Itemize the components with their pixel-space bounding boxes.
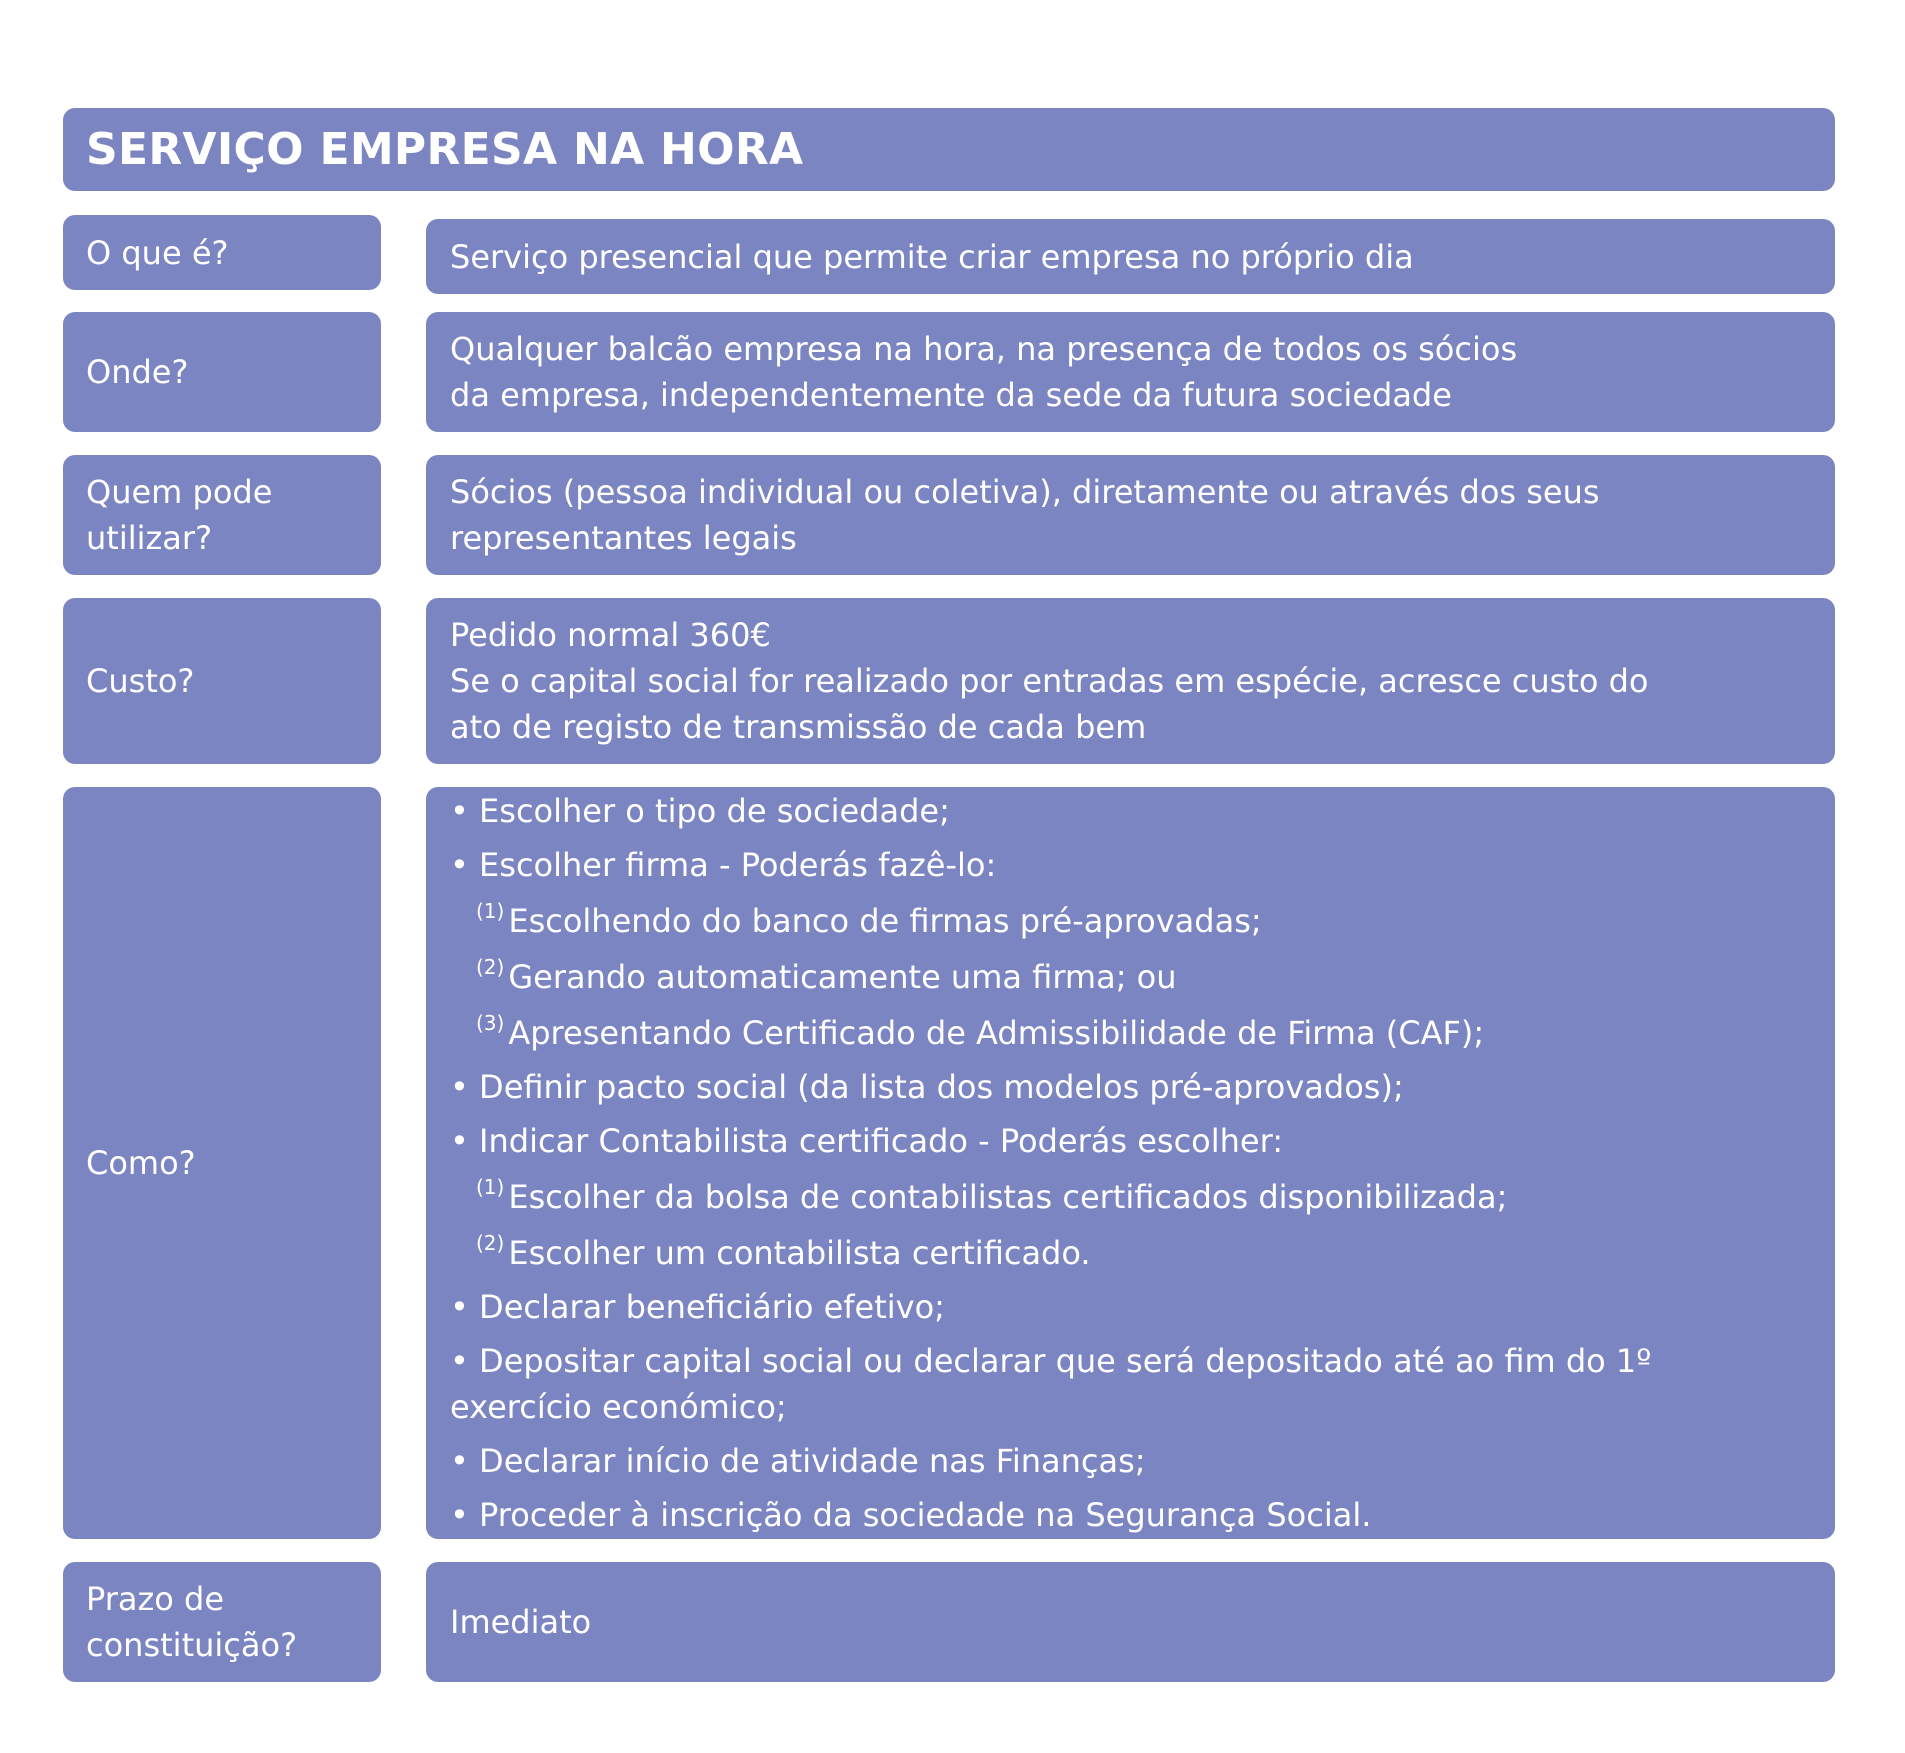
value-prazo-de-constituicao [426, 1562, 1835, 1682]
value-text: Serviço presencial que permite criar empresa no próprio dia [450, 237, 1414, 276]
value-text: Pedido normal 360€ Se o capital social for realizado por entradas em espécie, acresce custo do ato de registo de transmissão de cada bem [450, 616, 1649, 746]
value-text: Qualquer balcão empresa na hora, na presença de todos os sócios da empresa, independentemente da sede da futura sociedade [450, 330, 1518, 414]
label-quem-pode-utilizar [63, 455, 381, 575]
footnote-marker: (2) [476, 1231, 505, 1255]
list-item: • Escolher o tipo de sociedade; [450, 792, 950, 830]
list-item: • Depositar capital social ou declarar que será depositado até ao fim do 1º exercício económico; [450, 1342, 1652, 1426]
label-onde [63, 312, 381, 432]
title-banner [63, 108, 1835, 191]
list-item: • Declarar beneficiário efetivo; [450, 1288, 945, 1326]
list-subitem [450, 944, 1811, 1000]
value-como [426, 787, 1835, 1539]
label-como [63, 787, 381, 1539]
label-text: Quem pode utilizar? [86, 473, 273, 557]
subitem-text: Apresentando Certificado de Admissibilidade de Firma (CAF); [508, 1014, 1485, 1052]
list-item: • Declarar início de atividade nas Finanças; [450, 1442, 1146, 1480]
page-title: SERVIÇO EMPRESA NA HORA [86, 123, 804, 175]
list-subitem [450, 1164, 1811, 1220]
list-subitem [450, 1220, 1811, 1276]
label-text: Custo? [86, 662, 195, 700]
footnote-marker: (1) [476, 1175, 505, 1199]
label-custo [63, 598, 381, 764]
label-o-que-e [63, 215, 381, 290]
list-subitem [450, 1000, 1811, 1056]
list-item: • Proceder à inscrição da sociedade na Segurança Social. [450, 1496, 1372, 1534]
footnote-marker: (2) [476, 955, 505, 979]
label-text: O que é? [86, 233, 229, 272]
list-subitem [450, 888, 1811, 944]
list-item: • Escolher firma - Poderás fazê-lo: [450, 846, 997, 884]
subitem-text: Gerando automaticamente uma firma; ou [508, 958, 1177, 996]
como-steps-list [450, 788, 1811, 1538]
value-text: Sócios (pessoa individual ou coletiva), diretamente ou através dos seus representantes legais [450, 473, 1600, 557]
subitem-text: Escolhendo do banco de firmas pré-aprovadas; [508, 902, 1262, 940]
footnote-marker: (3) [476, 1011, 505, 1035]
label-text: Prazo de constituição? [86, 1580, 298, 1664]
subitem-text: Escolher da bolsa de contabilistas certificados disponibilizada; [508, 1178, 1508, 1216]
label-prazo-de-constituicao [63, 1562, 381, 1682]
list-item: • Indicar Contabilista certificado - Poderás escolher: [450, 1122, 1283, 1160]
value-quem-pode-utilizar [426, 455, 1835, 575]
value-o-que-e [426, 219, 1835, 294]
list-item: • Definir pacto social (da lista dos modelos pré-aprovados); [450, 1068, 1404, 1106]
value-custo [426, 598, 1835, 764]
subitem-text: Escolher um contabilista certificado. [508, 1234, 1091, 1272]
label-text: Como? [86, 1144, 196, 1182]
label-text: Onde? [86, 353, 189, 391]
value-text: Imediato [450, 1603, 592, 1641]
footnote-marker: (1) [476, 899, 505, 923]
value-onde [426, 312, 1835, 432]
